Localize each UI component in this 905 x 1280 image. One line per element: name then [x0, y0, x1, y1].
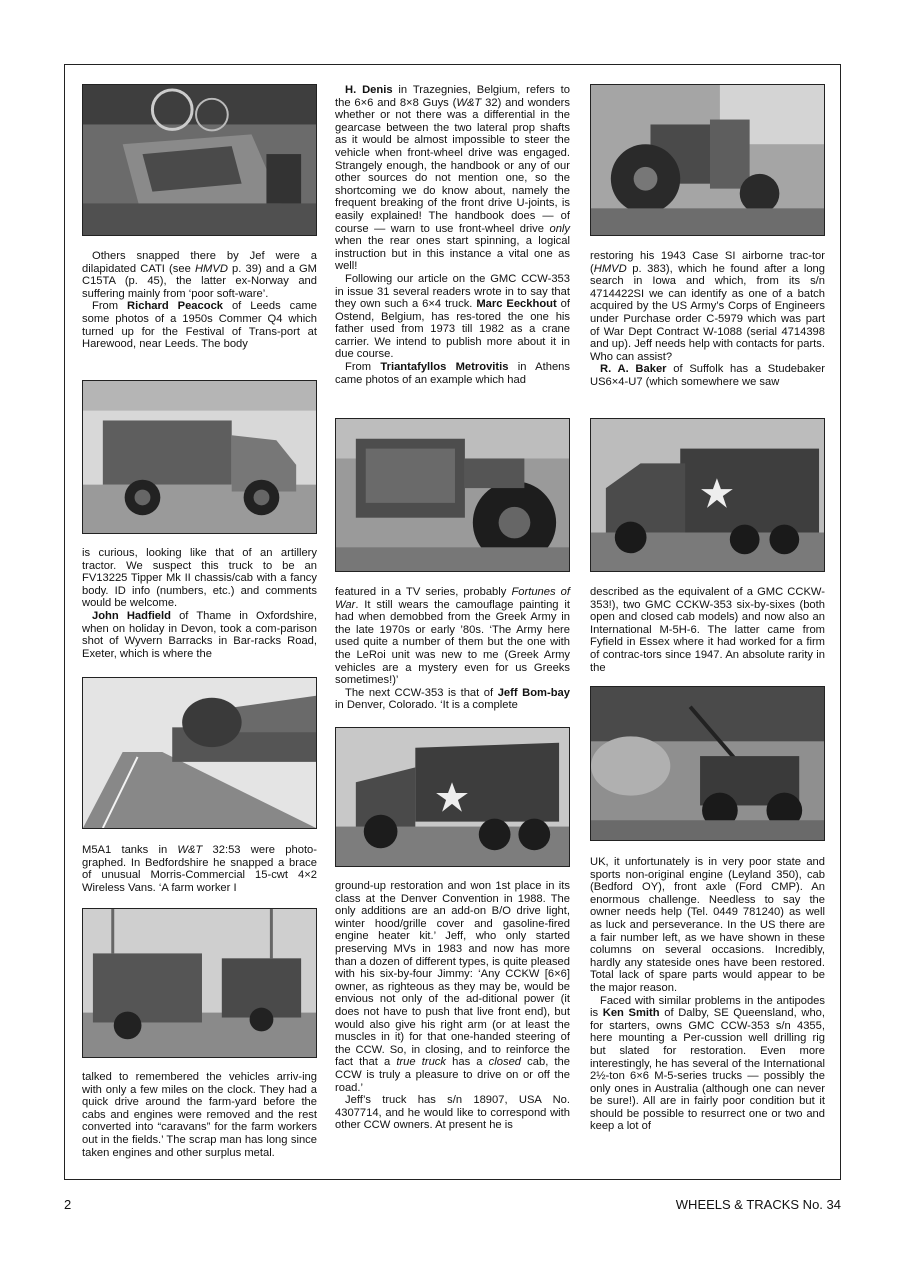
paragraph: M5A1 tanks in W&T 32:53 were photo-graphed. In Bedfordshire he snapped a brace of unusual Morris-Commercial 15-cwt 4×2 Wireless Vans. ‘A farm worker I [82, 844, 317, 894]
paragraph: The next CCW-353 is that of Jeff Bom-bay in Denver, Colorado. ‘It is a complete [335, 686, 570, 712]
paragraph: ground-up restoration and won 1st place in its class at the Denver Convention in 1988. The only additions are an add-on B/O drive light, winter hood/grille cover and gasoline-fired engine heater kit.’ Jeff, who only started preserving MVs in 1983 and now has more than a dozen of different types, is quite pleased with his six-by-four Jimmy: ‘Any CCKW [6×6] owner, as righteous as they may be, would be envious not only of the ad-ditional power (it does not have to push that live front end), but would also give his right arm (or at least the muscles in it) for that one-handed steering of the CCW. So, in closing, and to reinforce the fact that a true truck has a closed cab, the CCW is truly a pleasure to drive on or off the road.’ [335, 880, 570, 1094]
paragraph: talked to remembered the vehicles arriv-ing with only a few miles on the clock. They had a quick drive around the farm-yard before the cabs and engines were removed and the rest converted into “caravans” for the farm workers out in the fields.’ The scrap man has long since taken engines and other surplus metal. [82, 1071, 317, 1159]
paragraph: From Richard Peacock of Leeds came some photos of a 1950s Commer Q4 which turned up for the Festival of Trans-port at Harewood, near Leeds. The body [82, 300, 317, 351]
col1-text-block-1 [82, 250, 317, 351]
photo-commer-q4 [82, 380, 317, 534]
photo-morris-wireless-vans [82, 908, 317, 1058]
paragraph: UK, it unfortunately is in very poor state and sports non-original engine (Leyland 350), cab (Bedford OY), front axle (Ford CMP). An enormous challenge. Needless to say the owner needs help (Tel. 0449 781240) as well as luck and perseverance. In the US there are a fair number left, as we have shown in these columns on several occasions. Incredibly, hardly any stateside ones have been restored. Total lack of spare parts would appear to be the major reason. [590, 856, 825, 994]
paragraph: restoring his 1943 Case SI airborne trac-tor (HMVD p. 383), which he found after a long search in Iowa and which, from its s/n 4714422SI we can identify as one of a batch acquired by the US Army’s Corps of Engineers under Purchase order C-5979 which was part of War Dept Contract W-1088 (serial 4714398 and up). Jeff needs help with contacts for parts. Who can assist? [590, 250, 825, 363]
paragraph: is curious, looking like that of an artillery tractor. We suspect this truck to be an FV13225 Tipper Mk II chassis/cab with a fancy body. ID info (numbers, etc.) and comments would be welcome. [82, 547, 317, 610]
col2-text-block-3 [335, 880, 570, 1132]
col1-text-block-2 [82, 547, 317, 660]
col3-text-block-1 [590, 250, 825, 389]
paragraph: H. Denis in Trazegnies, Belgium, refers to the 6×6 and 8×8 Guys (W&T 32) and wonders whether or not there was a differential in the gearcase between the two lateral prop shafts as it would be almost impossible to steer the vehicle when front-wheel drive was engaged. Strangely enough, the handbook or any of our other sources do not mention one, so the shortcoming we do know about, namely the frequent breaking of the front drive U-joints, is easily explained! The handbook does — of course — warn to use front-wheel drive only when the rear ones start spinning, a logical instruction but in this instance a vital one as well! [335, 84, 570, 273]
paragraph: John Hadfield of Thame in Oxfordshire, when on holiday in Devon, took a com-parison shot of Wyvern Barracks in Bar-racks Road, Exeter, which is where the [82, 609, 317, 660]
col1-text-block-4 [82, 1071, 317, 1159]
photo-international-m5h6 [590, 686, 825, 841]
photo-studebaker-us6 [590, 418, 825, 572]
col3-text-block-3 [590, 856, 825, 1133]
paragraph: Following our article on the GMC CCW-353 in issue 31 several readers wrote in to say that they own such a 6×4 truck. Marc Eeckhout of Ostend, Belgium, has res-tored the one his father used from 1973 till 1982 as a crane carrier. We intend to publish more about it in due course. [335, 272, 570, 361]
photo-gmc-ccw353-greece [335, 418, 570, 572]
col1-text-block-3 [82, 844, 317, 894]
paragraph: described as the equivalent of a GMC CCKW-353!), two GMC CCKW-353 six-by-sixes (both open and closed cab models) and now also an International M-5H-6. The latter came from Fyfield in Essex where it had worked for a firm of contrac-tors since 1947. An absolute rarity in the [590, 586, 825, 674]
paragraph: From Triantafyllos Metrovitis in Athens came photos of an example which had [335, 361, 570, 386]
photo-wyvern-barracks [82, 677, 317, 829]
col2-text-block-2 [335, 586, 570, 712]
col3-text-block-2 [590, 586, 825, 674]
paragraph: Faced with similar problems in the antipodes is Ken Smith of Dalby, SE Queensland, who, for starters, owns GMC CCW-353 s/n 4355, here mounting a Per-cussion well drilling rig but slated for restoration. Even more interestingly, he has several of the International 2½-ton 6×6 M-5-series trucks — possibly the only ones in Australia (although one can never be sure!). All are in fairly poor condition but it should be possible to resurrect one or two and keep a lot of [590, 994, 826, 1133]
magazine-issue: WHEELS & TRACKS No. 34 [675, 1197, 841, 1212]
col2-text-block-1 [335, 84, 570, 386]
photo-cati-wreck [82, 84, 317, 236]
photo-case-si-tractor [590, 84, 825, 236]
photo-gmc-ccw353-bombay [335, 727, 570, 867]
page-number: 2 [64, 1197, 72, 1212]
paragraph: Others snapped there by Jef were a dilapidated CATI (see HMVD p. 39) and a GM C15TA (p. 45), the latter ex-Norway and suffering mainly from ‘poor soft-ware’. [82, 250, 318, 300]
paragraph: R. A. Baker of Suffolk has a Studebaker US6×4-U7 (which somewhere we saw [590, 363, 825, 388]
paragraph: featured in a TV series, probably Fortunes of War. It still wears the camouflage painting it had when demobbed from the Greek Army in the late 1970s or early ’80s. ‘The Army here used quite a number of them but the one with the LeRoi unit was new to me (Greek Army vehicles are a mystery even for us Greeks sometimes!)’ [335, 586, 570, 687]
paragraph: Jeff’s truck has s/n 18907, USA No. 4307714, and he would like to correspond with other CCW owners. At present he is [335, 1094, 570, 1132]
